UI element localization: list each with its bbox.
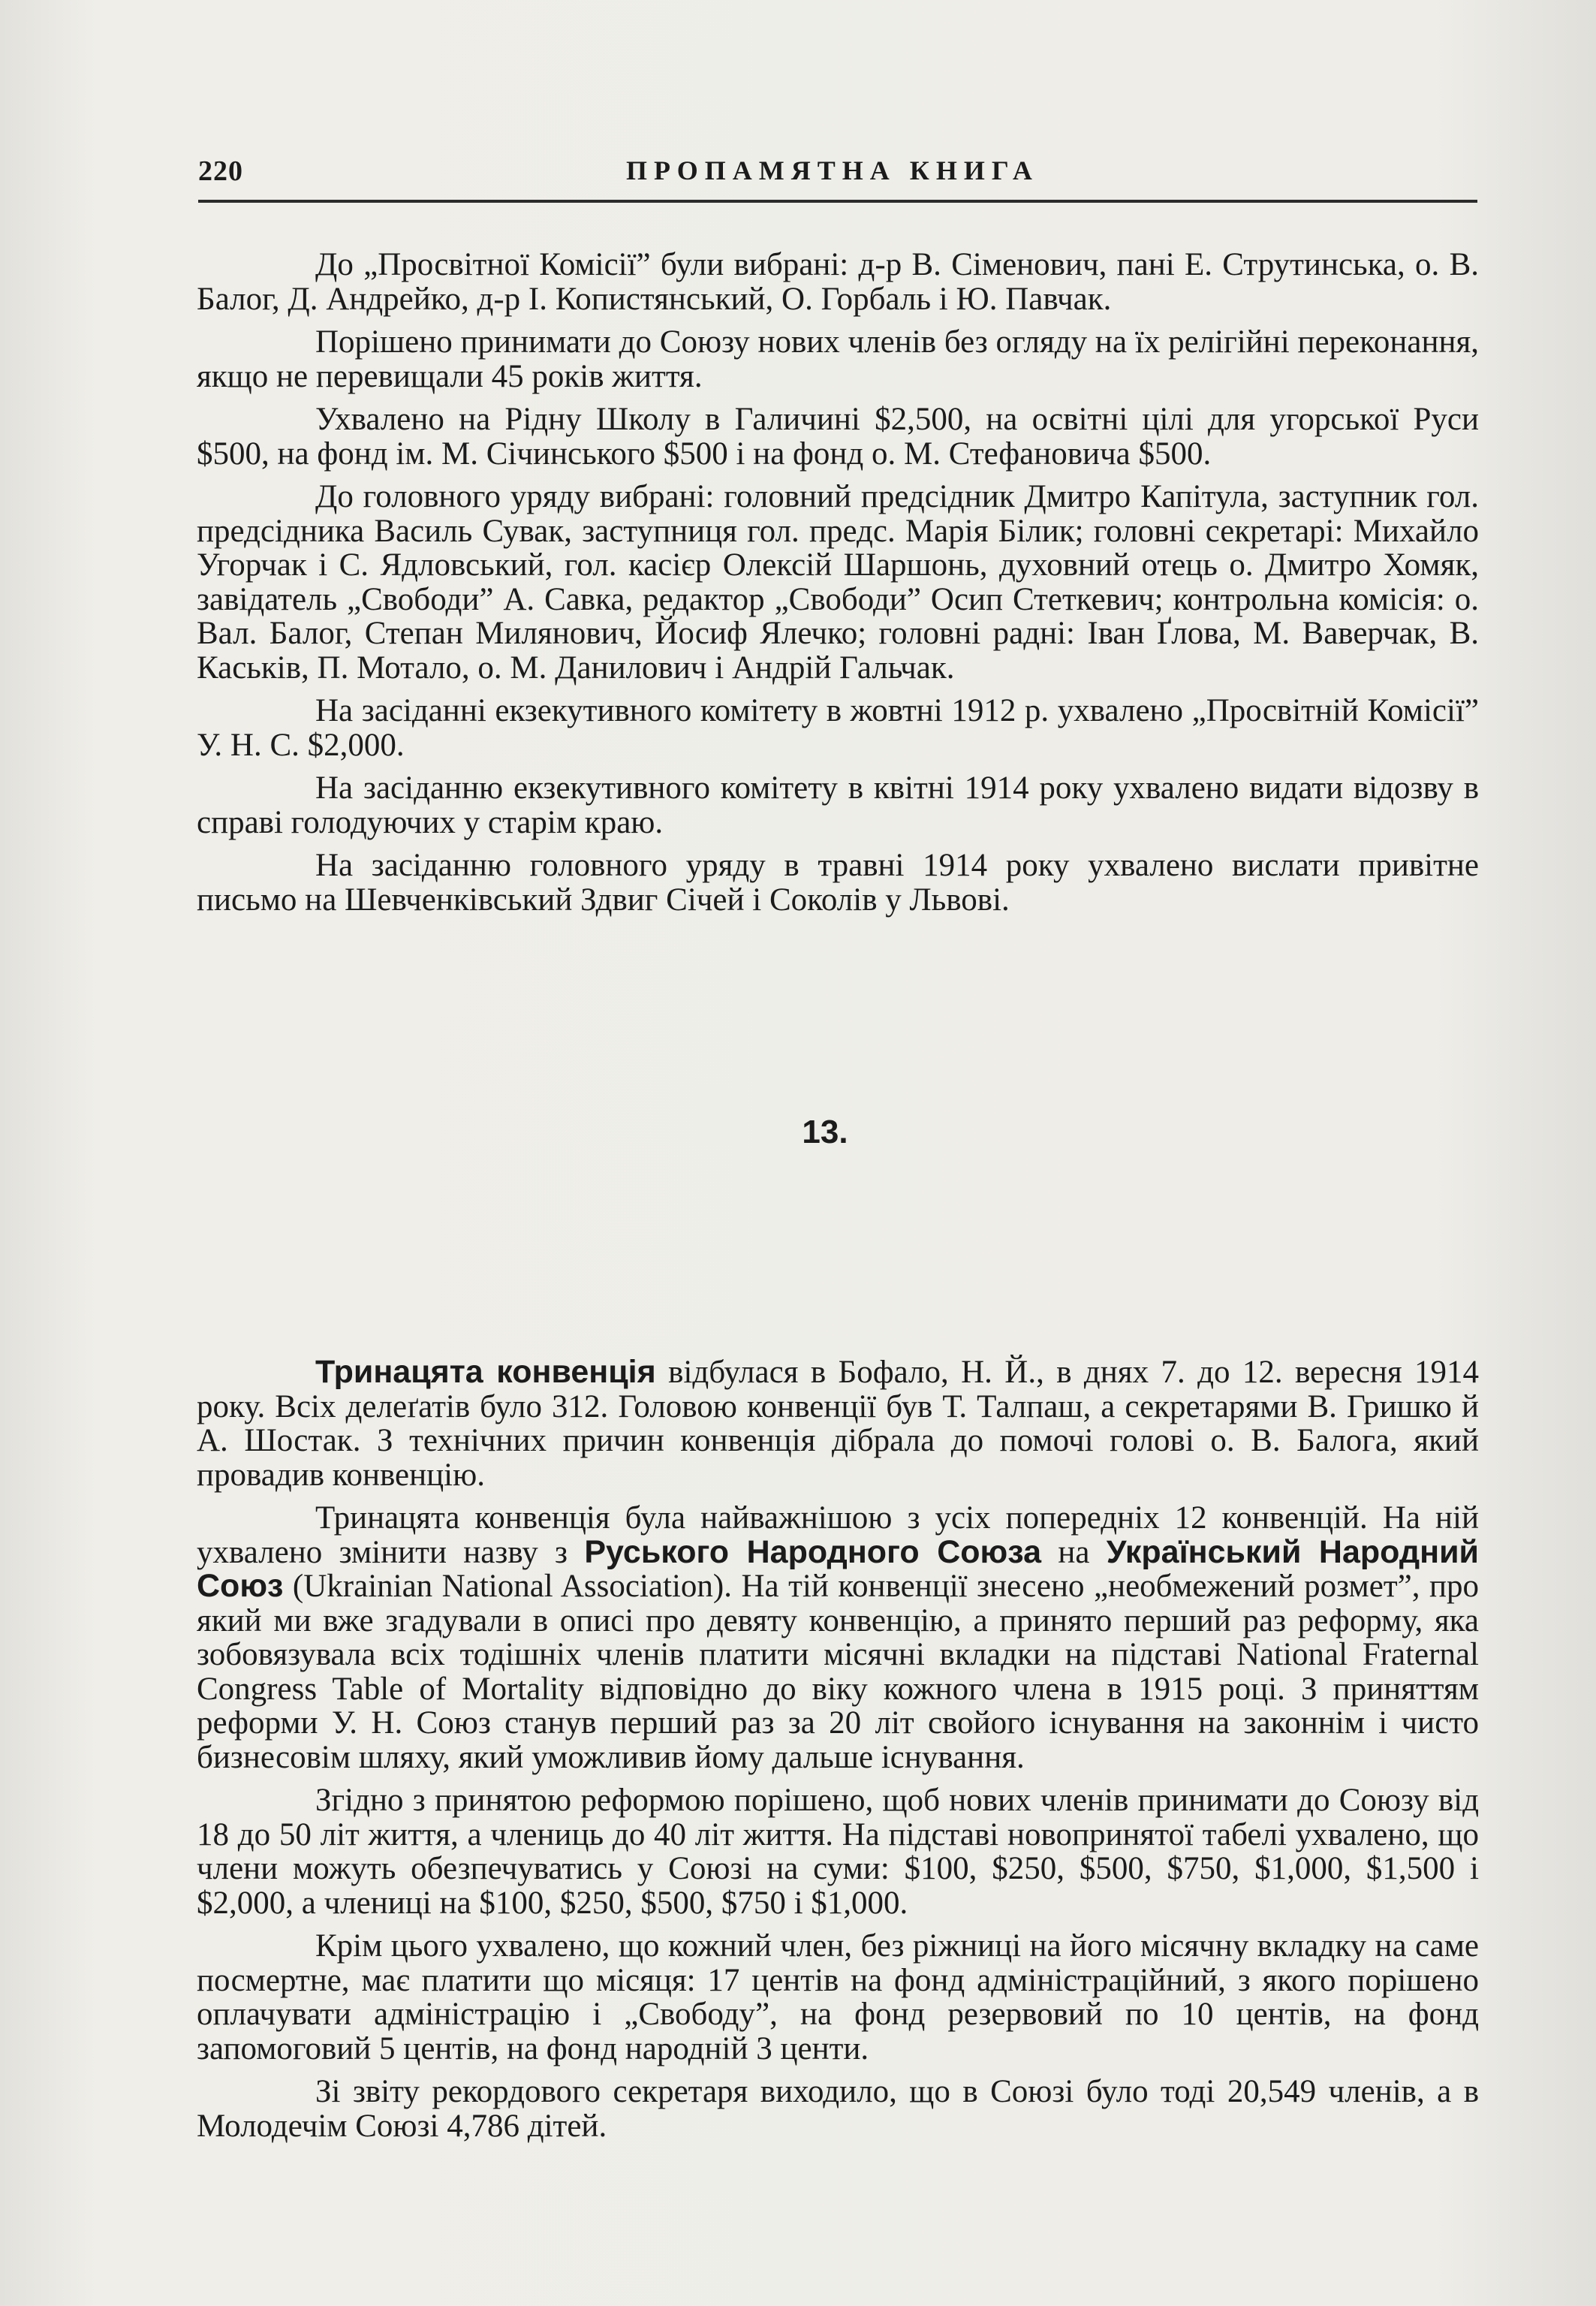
paragraph: Ухвалено на Рідну Школу в Галичині $2,500, на освітні цілі для угорської Руси $500, на фонд ім. М. Січинського $500 і на фонд о. М. Стефановича $500. — [197, 402, 1479, 472]
page-header — [198, 153, 1477, 203]
paragraph: До „Просвітної Комісії” були вибрані: д-р В. Сіменович, пані Е. Струтинська, о. В. Балог, Д. Андрейко, д-р І. Копистянський, О. Горбаль і Ю. Павчак. — [197, 247, 1479, 317]
paragraph: На засіданню головного уряду в травні 1914 року ухвалено вислати привітне письмо на Шевченківський Здвиг Січей і Соколів у Львові. — [197, 848, 1479, 918]
paragraph: На засіданню екзекутивного комітету в квітні 1914 року ухвалено видати відозву в справі голодуючих у старім краю. — [197, 770, 1479, 840]
paragraph-text: (Ukrainian National Association). На тій конвенції знесено „необмежений розмет”, про який ми вже згадували в описі про девяту конвенцію, а принято перший раз реформу, яка зобовязувала всіх тодішніх членів платити місячні вкладки на підставі National Fraternal Congress Table of Mortality відповідно до віку кожного члена в 1915 році. З приняттям реформи У. Н. Союз станув перший раз за 20 літ свойого існування на законнім і чисто бизнесовім шляху, який уможливив йому дальше існування. — [197, 1569, 1479, 1775]
new-name-bold: Український Народний Союз — [197, 1533, 1479, 1604]
paragraph: Крім цього ухвалено, що кожний член, без ріжниці на його місячну вкладку на саме посмертне, має платити що місяця: 17 центів на фонд адміністраційний, з якого порішено оплачувати адміністрацію і „Свободу”, на фонд резервовий по 10 центів, на фонд запомоговий 5 центів, на фонд народній 3 центи. — [197, 1928, 1479, 2066]
section-second-paragraph — [197, 1501, 1479, 1774]
bold-lead: Тринацята конвенція — [315, 1354, 656, 1390]
paragraph: Згідно з принятою реформою порішено, щоб нових членів принимати до Союзу від 18 до 50 літ життя, а члениць до 40 літ життя. На підставі новопринятої табелі ухвалено, що члени можуть обезпечуватись у Союзі на суми: $100, $250, $500, $750, $1,000, $1,500 і $2,000, а члениці на $100, $250, $500, $750 і $1,000. — [197, 1783, 1479, 1921]
text-block-section-13 — [197, 1355, 1479, 2152]
paragraph: На засіданні екзекутивного комітету в жовтні 1912 р. ухвалено „Просвітній Комісії” У. Н. С. $2,000. — [197, 693, 1479, 763]
section-first-paragraph — [197, 1355, 1479, 1492]
paragraph: До головного уряду вибрані: головний предсідник Дмитро Капітула, заступник гол. предсідника Василь Сувак, заступниця гол. предс. Марія Білик; головні секретарі: Михайло Угорчак і С. Ядловський, гол. касієр Олексій Шаршонь, духовний отець о. Дмитро Хомяк, завідатель „Свободи” А. Савка, редактор „Свободи” Осип Стеткевич; контрольна комісія: о. Вал. Балог, Степан Милянович, Йосиф Ялечко; головні радні: Іван Ґлова, М. Ваверчак, В. Каськів, П. Мотало, о. М. Данилович і Андрій Гальчак. — [197, 479, 1479, 686]
paragraph-text: відбулася в Бофало, Н. Й., в днях 7. до 12. вересня 1914 року. Всіх делеґатів було 312. Головою конвенції був Т. Талпаш, а секретарями В. Гришко й А. Шостак. З технічних причин конвенція дібрала до помочі голові о. В. Балога, який провадив конвенцію. — [197, 1355, 1479, 1493]
paragraph: Порішено принимати до Союзу нових членів без огляду на їх релігійні переконання, якщо не перевищали 45 років життя. — [197, 324, 1479, 394]
page-number: 220 — [198, 155, 243, 187]
paragraph-text: Тринацята конвенція була найважнішою з усіх попередніх 12 конвенцій. На ній ухвалено змінити назву з — [197, 1500, 1479, 1570]
running-title: ПРОПАМЯТНА КНИГА — [626, 155, 1039, 185]
old-name-bold: Руського Народного Союза — [584, 1533, 1041, 1570]
paragraph-text: на — [1040, 1534, 1107, 1570]
section-number: 13. — [802, 1114, 848, 1150]
text-block-before-section — [197, 248, 1479, 926]
paragraph: Зі звіту рекордового секретаря виходило, що в Союзі було тоді 20,549 членів, а в Молодечім Союзі 4,786 дітей. — [197, 2074, 1479, 2144]
